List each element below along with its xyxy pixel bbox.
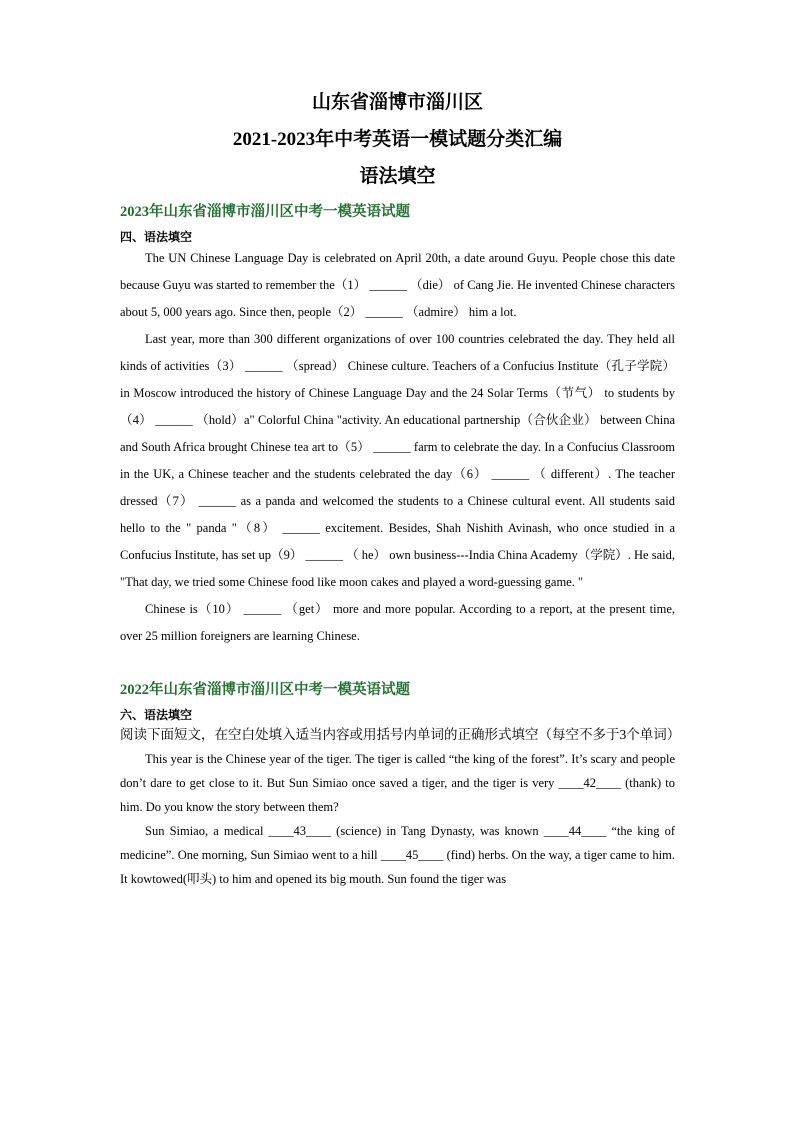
- paragraph-2023-3: Chinese is（10） ______ （get） more and more popular. According to a report, at the present time, over 25 million foreigners are learning Chinese.: [120, 602, 675, 643]
- instruction-2022: 阅读下面短文，在空白处填入适当内容或用括号内单词的正确形式填空（每空不多于3个单词）: [120, 727, 681, 742]
- paragraph-2022-1: This year is the Chinese year of the tiger. The tiger is called “the king of the forest”. It’s scary and people don’t dare to get close to it. But Sun Simiao once saved a tiger, and the tiger is very ____42____ (thank) to him. Do you know the story between them?: [120, 752, 675, 814]
- document-page: [120, 92, 681, 891]
- section-heading-2022: 2022年山东省淄博市淄川区中考一模英语试题: [120, 682, 410, 698]
- document-title-subject: 2021-2023年中考英语一模试题分类汇编: [232, 129, 563, 150]
- document-title-topic: 语法填空: [359, 166, 436, 187]
- section-heading-2023: 2023年山东省淄博市淄川区中考一模英语试题: [120, 204, 410, 220]
- document-title-region: 山东省淄博市淄川区: [311, 92, 483, 113]
- paragraph-2023-2: Last year, more than 300 different organizations of over 100 countries celebrated the day. They held all kinds of activities（3） ______ （spread） Chinese culture. Teachers of a Confucius Institute（孔子学院） in Moscow introduced the history of Chinese Language Day and the 24 Solar Terms（节气） to students by（4） ______ （hold）a" Colorful China "activity. An educational partnership（合伙企业） between China and South Africa brought Chinese tea art to（5） ______ farm to celebrate the day. In a Confucius Classroom in the UK, a Chinese teacher and the students celebrated the day（6） ______ （ different）. The teacher dressed（7） ______ as a panda and welcomed the students to a Chinese cultural event. All students said hello to the " panda "（8） ______ excitement. Besides, Shah Nishith Avinash, who once studied in a Confucius Institute, has set up（9） ______ （ he） own business---India China Academy（学院）. He said, "That day, we tried some Chinese food like moon cakes and played a word-guessing game. ": [120, 332, 675, 589]
- paragraph-2022-2: Sun Simiao, a medical ____43____ (science) in Tang Dynasty, was known ____44____ “the king of medicine”. One morning, Sun Simiao went to a hill ____45____ (find) herbs. On the way, a tiger came to him. It kowtowed(叩头) to him and opened its big mouth. Sun found the tiger was: [120, 824, 675, 886]
- paragraph-2023-1: The UN Chinese Language Day is celebrated on April 20th, a date around Guyu. People chose this date because Guyu was started to remember the（1） ______ （die） of Cang Jie. He invented Chinese characters about 5, 000 years ago. Since then, people（2） ______ （admire） him a lot.: [120, 251, 675, 319]
- part-label-2022: 六、语法填空: [120, 708, 193, 722]
- part-label-2023: 四、语法填空: [120, 230, 193, 244]
